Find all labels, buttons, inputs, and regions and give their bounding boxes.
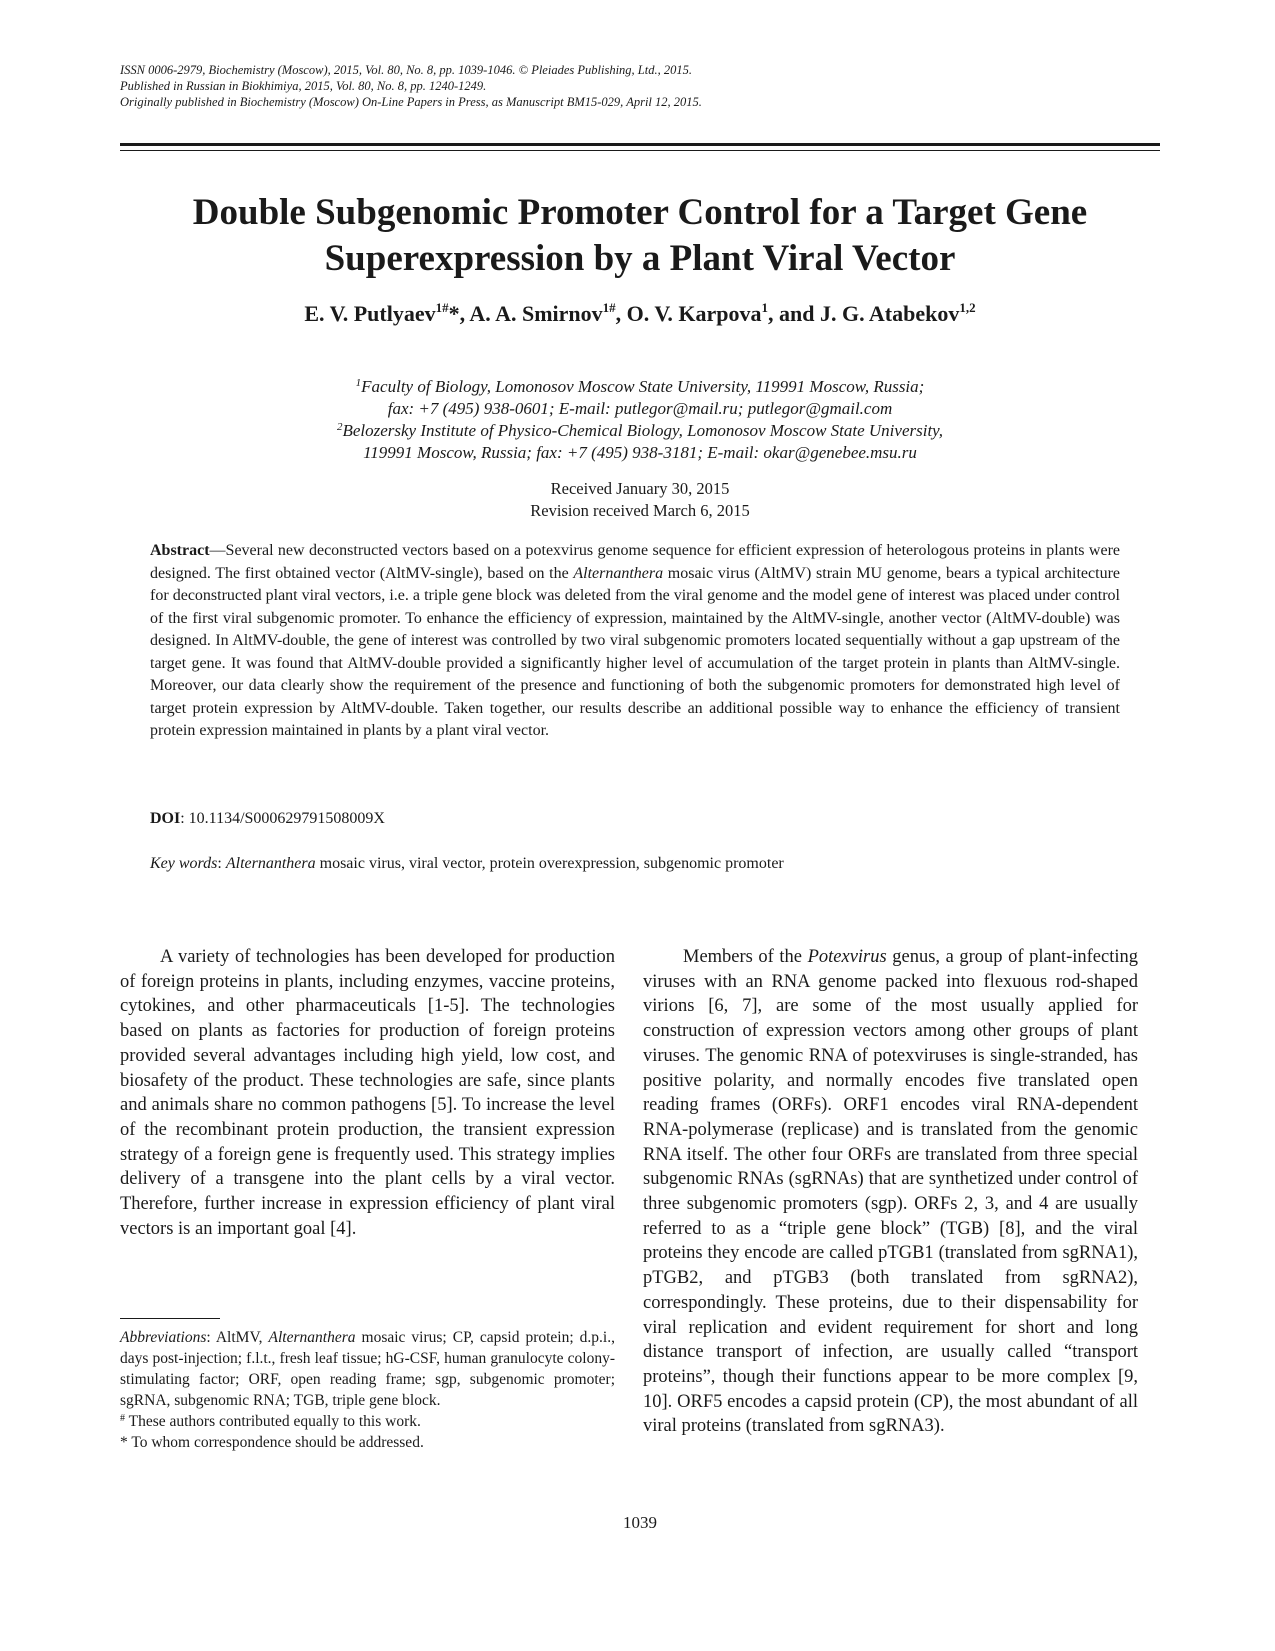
- affiliation-2-line-1: [120, 420, 1160, 442]
- affiliation-1-text: Faculty of Biology, Lomonosov Moscow State University, 119991 Moscow, Russia;: [361, 377, 925, 396]
- abbreviations-text: : AltMV,: [206, 1329, 269, 1346]
- body-paragraph: A variety of technologies has been developed for production of foreign proteins in plants, including enzymes, vaccine proteins, cytokines, and other pharmaceuticals [1-5]. The technologies based on plants as factories for production of foreign proteins provided several advantages including high yield, low cost, and biosafety of the product. These technologies are safe, since plants and animals share no common pathogens [5]. To increase the level of the recombinant protein production, the transient expression strategy of a foreign gene is frequently used. This strategy implies delivery of a transgene into the plant cells by a viral vector. Therefore, further increase in expression efficiency of plant viral vectors is an important goal [4].: [120, 947, 615, 1239]
- author-4-affiliation: 1,2: [959, 300, 976, 315]
- footnote-mark: #: [120, 1413, 125, 1424]
- keywords-italic-term: Alternanthera: [225, 855, 316, 872]
- body-paragraph: [643, 945, 1138, 1439]
- author-3: O. V. Karpova: [626, 301, 762, 326]
- abbreviations-text: mosaic virus; CP, capsid protein; d.p.i., days post-injection; f.l.t., fresh leaf tissue; hG-CSF, human granulocyte colony-stimulating factor; ORF, open reading frame; sgp, subgenomic promoter; sgRNA, subgenomic RNA; TGB, triple gene block.: [120, 1329, 615, 1409]
- doi: [150, 808, 1120, 830]
- author-2: A. A. Smirnov: [469, 301, 603, 326]
- body-column-right: [643, 945, 1138, 1439]
- abstract-italic-term: Alternanthera: [573, 564, 664, 582]
- abstract-label: Abstract: [150, 542, 210, 559]
- author-4: J. G. Atabekov: [820, 301, 960, 326]
- keywords-label: Key words: [150, 855, 218, 872]
- received-dates: [120, 478, 1160, 522]
- header-rule-thick: [120, 143, 1160, 146]
- author-list: [120, 300, 1160, 328]
- author-1-corresponding-mark: *: [448, 301, 460, 326]
- journal-header-line-2: Published in Russian in Biokhimiya, 2015, Vol. 80, No. 8, pp. 1240-1249.: [120, 79, 487, 93]
- keywords: [150, 853, 1120, 875]
- doi-label: DOI: [150, 810, 181, 827]
- affiliation-1-line-2: fax: +7 (495) 938-0601; E-mail: putlegor@mail.ru; putlegor@gmail.com: [387, 399, 893, 418]
- body-text: Members of the: [683, 947, 808, 967]
- abbreviations-label: Abbreviations: [120, 1329, 207, 1346]
- keywords-text: mosaic virus, viral vector, protein overexpression, subgenomic promoter: [315, 855, 784, 872]
- author-3-affiliation: 1: [761, 300, 769, 315]
- affiliations: [120, 376, 1160, 464]
- affiliation-2-number: 2: [336, 421, 343, 433]
- equal-contribution-footnote: [120, 1411, 615, 1432]
- affiliation-1-line-1: [120, 376, 1160, 398]
- body-column-left: [120, 945, 615, 1241]
- abstract-text-2: mosaic virus (AltMV) strain MU genome, bears a typical architecture for deconstructed plant viral vectors, i.e. a triple gene block was deleted from the viral genome and the model gene of interest was placed under control of the first viral subgenomic promoter. To enhance the efficiency of expression, maintained by the AltMV-single, another vector (AltMV-double) was designed. In AltMV-double, the gene of interest was controlled by two viral subgenomic promoters located sequentially without a gap upstream of the target gene. It was found that AltMV-double provided a significantly higher level of accumulation of the target protein in plants than AltMV-single. Moreover, our data clearly show the requirement of the presence and functioning of both the subgenomic promoters for demonstrated high level of target protein expression by AltMV-double. Taken together, our results describe an additional possible way to enhance the efficiency of transient protein expression maintained in plants by a plant viral vector.: [150, 564, 1120, 739]
- paper-title-line-1: Double Subgenomic Promoter Control for a Target Gene: [192, 192, 1088, 233]
- author-1-affiliation: 1#: [435, 300, 449, 315]
- footnote-text: These authors contributed equally to this work.: [125, 1413, 421, 1430]
- journal-header: [120, 62, 1160, 110]
- header-rule-thin: [120, 150, 1160, 151]
- abbreviations-footnote: [120, 1327, 615, 1411]
- abbreviations-italic-term: Alternanthera: [268, 1329, 356, 1346]
- paper-title-line-2: Superexpression by a Plant Viral Vector: [324, 238, 956, 279]
- affiliation-2-line-2: 119991 Moscow, Russia; fax: +7 (495) 938-3181; E-mail: okar@genebee.msu.ru: [363, 443, 917, 462]
- received-date: Received January 30, 2015: [550, 479, 730, 498]
- affiliation-2-text: Belozersky Institute of Physico-Chemical Biology, Lomonosov Moscow State University,: [342, 421, 944, 440]
- doi-value: : 10.1134/S000629791508009X: [180, 810, 385, 827]
- page-number: 1039: [623, 1513, 657, 1532]
- footnote-rule: [120, 1318, 220, 1319]
- author-separator: ,: [459, 301, 470, 326]
- abstract-text-1: —Several new deconstructed vectors based on a potexvirus genome sequence for efficient expression of heterologous proteins in plants were designed. The first obtained vector (AltMV-single), based on the: [150, 542, 1120, 582]
- abstract: [150, 540, 1120, 743]
- keywords-separator: :: [217, 855, 226, 872]
- author-1: E. V. Putlyaev: [304, 301, 436, 326]
- journal-header-line-1: ISSN 0006-2979, Biochemistry (Moscow), 2015, Vol. 80, No. 8, pp. 1039-1046. © Pleiades Publishing, Ltd., 2015.: [120, 63, 692, 77]
- author-2-affiliation: 1#: [602, 300, 616, 315]
- correspondence-footnote: * To whom correspondence should be addressed.: [120, 1434, 424, 1451]
- footnotes: [120, 1327, 615, 1453]
- affiliation-1-number: 1: [355, 377, 362, 389]
- author-separator: ,: [615, 301, 627, 326]
- author-separator: , and: [768, 301, 821, 326]
- journal-header-line-3: Originally published in Biochemistry (Moscow) On-Line Papers in Press, as Manuscript BM15-029, April 12, 2015.: [120, 95, 702, 109]
- revision-date: Revision received March 6, 2015: [530, 501, 750, 520]
- body-text: genus, a group of plant-infecting viruses with an RNA genome packed into flexuous rod-shaped virions [6, 7], are some of the most usually applied for construction of expression vectors among other groups of plant viruses. The genomic RNA of potexviruses is single-stranded, has positive polarity, and normally encodes five translated open reading frames (ORFs). ORF1 encodes viral RNA-dependent RNA-polymerase (replicase) and is translated from the genomic RNA itself. The other four ORFs are translated from three special subgenomic RNAs (sgRNAs) that are synthetized under control of three subgenomic promoters (sgp). ORFs 2, 3, and 4 are usually referred to as a “triple gene block” (TGB) [8], and the viral proteins they encode are called pTGB1 (translated from sgRNA1), pTGB2, and pTGB3 (both translated from sgRNA2), correspondingly. These proteins, due to their dispensability for viral replication and evident requirement for short and long distance transport of infection, are usually called “transport proteins”, though their functions appear to be more complex [9, 10]. ORF5 encodes a capsid protein (CP), the most abundant of all viral proteins (translated from sgRNA3).: [643, 947, 1138, 1437]
- body-italic-term: Potexvirus: [807, 947, 887, 967]
- paper-title: [120, 190, 1160, 282]
